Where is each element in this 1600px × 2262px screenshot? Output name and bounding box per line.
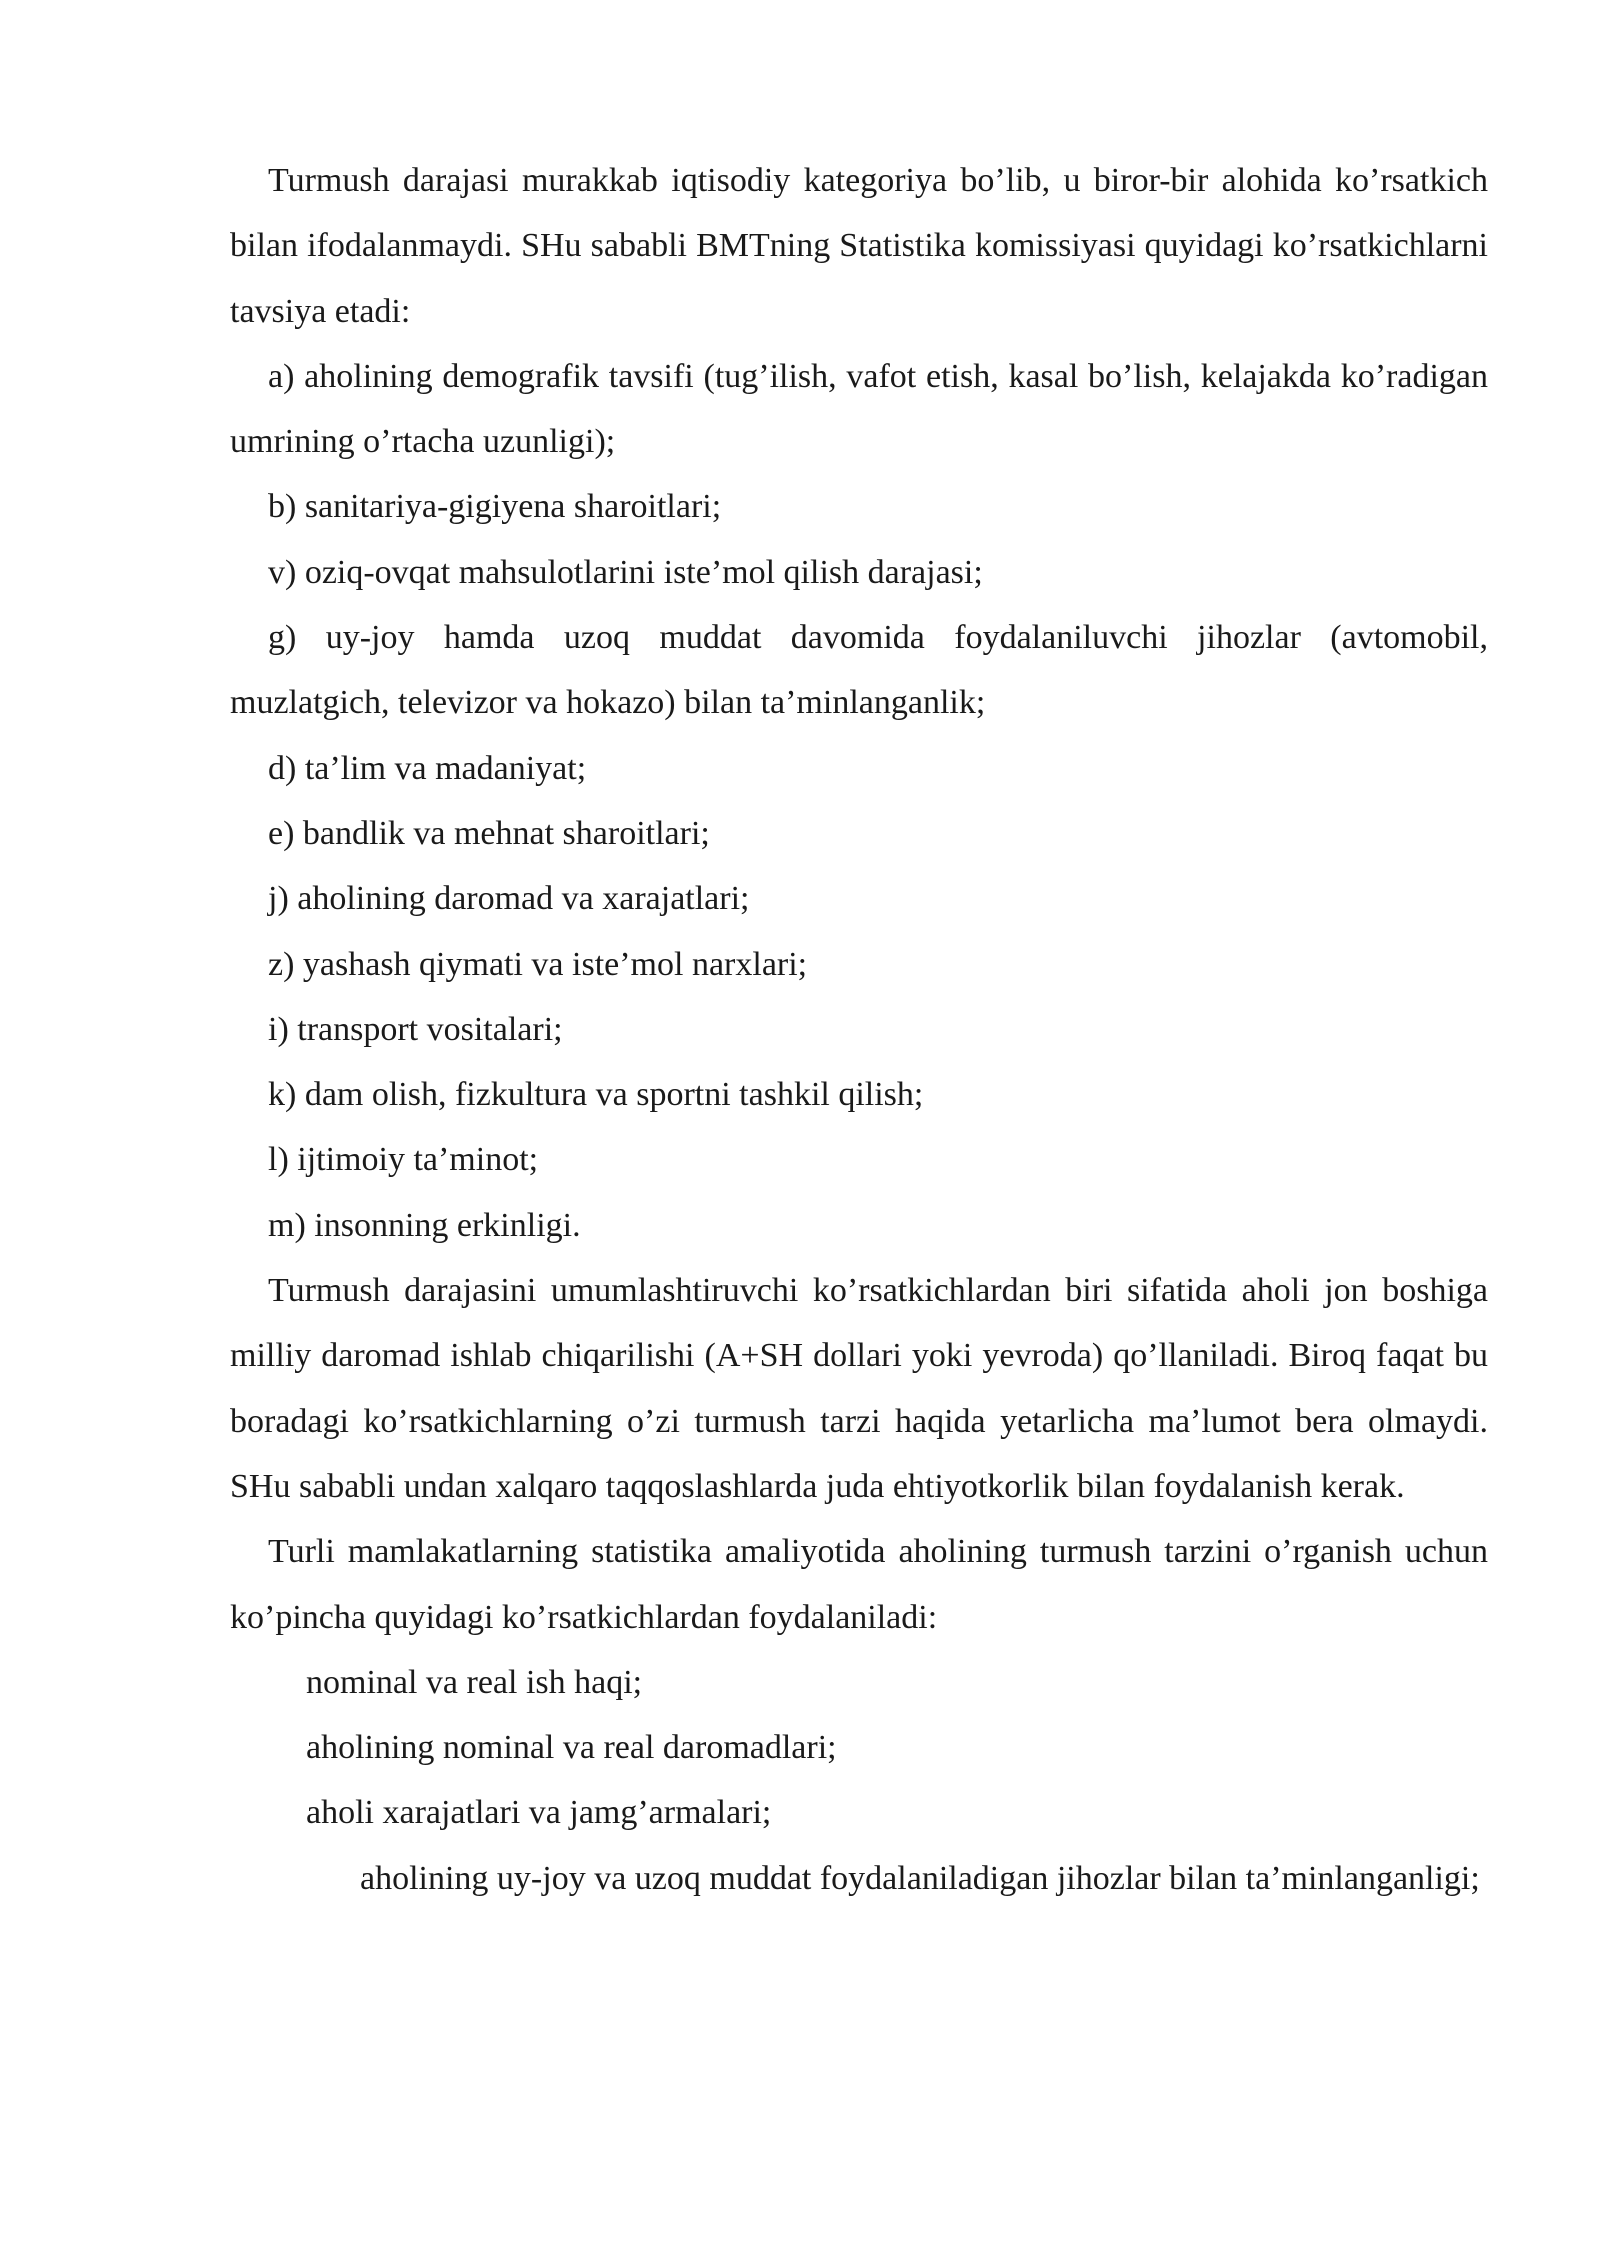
paragraph-national-income: Turmush darajasini umumlashtiruvchi ko’rsatkichlardan biri sifatida aholi jon boshiga milliy daromad ishlab chiqarilishi (A+SH dollari yoki yevroda) qo’llaniladi. Biroq faqat bu boradagi ko’rsatkichlarning o’zi turmush tarzi haqida yetarlicha ma’lumot bera olmaydi. SHu sababli undan xalqaro taqqoslashlarda juda ehtiyotkorlik bilan foydalanish kerak. [230,1272,1488,1505]
indicator-item: aholi xarajatlari va jamg’armalari; [306,1794,772,1832]
list-item-d: d) ta’lim va madaniyat; [268,749,587,787]
list-item-k: k) dam olish, fizkultura va sportni tashkil qilish; [268,1076,924,1114]
indicator-item: aholining nominal va real daromadlari; [306,1729,837,1767]
list-item-g: g) uy-joy hamda uzoq muddat davomida foydalaniluvchi jihozlar (avtomobil, muzlatgich, televizor va hokazo) bilan ta’minlanganlik; [230,619,1488,722]
list-item-b: b) sanitariya-gigiyena sharoitlari; [268,488,722,526]
list-item-a: a) aholining demografik tavsifi (tug’ilish, vafot etish, kasal bo’lish, kelajakda ko’radigan umrining o’rtacha uzunligi); [230,357,1488,461]
list-item-v: v) oziq-ovqat mahsulotlarini iste’mol qilish darajasi; [268,553,983,591]
indicator-item: aholining uy-joy va uzoq muddat foydalaniladigan jihozlar bilan ta’minlanganligi; [360,1859,1480,1897]
list-item-m: m) insonning erkinligi. [268,1206,581,1244]
paragraph-statistics-practice: Turli mamlakatlarning statistika amaliyotida aholining turmush tarzini o’rganish uchun ko’pincha quyidagi ko’rsatkichlardan foydalaniladi: [230,1533,1488,1636]
list-item-z: z) yashash qiymati va iste’mol narxlari; [268,945,808,983]
list-item-j: j) aholining daromad va xarajatlari; [268,880,750,918]
list-item-i: i) transport vositalari; [268,1010,563,1048]
document-body [230,148,1488,1911]
paragraph-intro: Turmush darajasi murakkab iqtisodiy kategoriya bo’lib, u biror-bir alohida ko’rsatkich bilan ifodalanmaydi. SHu sababli BMTning Statistika komissiyasi quyidagi ko’rsatkichlarni tavsiya etadi: [230,162,1488,330]
list-item-l: l) ijtimoiy ta’minot; [268,1141,539,1179]
list-item-e: e) bandlik va mehnat sharoitlari; [268,814,710,852]
indicator-item: nominal va real ish haqi; [306,1663,643,1701]
